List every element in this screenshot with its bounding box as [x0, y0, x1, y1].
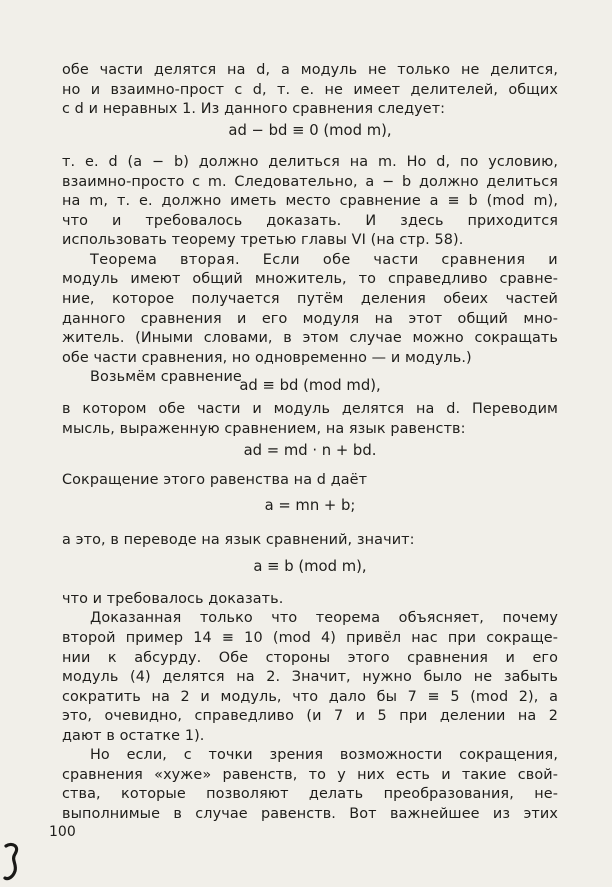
text-line: что и требовалось доказать. И здесь приходится	[62, 213, 558, 229]
text-line: модуль (4) делятся на 2. Значит, нужно было не забыть	[62, 669, 558, 685]
text-line: использовать теорему третью главы VI (на стр. 58).	[62, 232, 464, 248]
text-line: Доказанная только что теорема объясняет, почему	[90, 610, 558, 626]
text-line: на m, т. е. должно иметь место сравнение a ≡ b (mod m),	[62, 193, 558, 209]
text-line: это, очевидно, справедливо (и 7 и 5 при делении на 2	[62, 708, 558, 724]
ink-mark-icon	[2, 840, 22, 882]
text-line: Но если, с точки зрения возможности сокращения,	[90, 747, 558, 763]
text-line: Сокращение этого равенства на d даёт	[62, 472, 368, 488]
text-line: сократить на 2 и модуль, что дало бы 7 ≡ 5 (mod 2), а	[62, 689, 558, 705]
formula: ad = md · n + bd.	[243, 442, 377, 459]
text-line: взаимно-просто с m. Следовательно, a − b должно делиться	[62, 174, 558, 190]
text-line: т. е. d (a − b) должно делиться на m. Но d, по условию,	[62, 154, 558, 170]
formula: ad − bd ≡ 0 (mod m),	[228, 122, 392, 139]
text-line: а это, в переводе на язык сравнений, значит:	[62, 532, 415, 548]
text-line: с d и неравных 1. Из данного сравнения следует:	[62, 101, 446, 117]
text-line: Возьмём сравнение	[90, 369, 242, 385]
formula: ad ≡ bd (mod md),	[239, 377, 381, 394]
text-line: сравнения «хуже» равенств, то у них есть и такие свой-	[62, 767, 558, 783]
text-line: житель. (Иными словами, в этом случае можно сокращать	[62, 330, 558, 346]
text-line: модуль имеют общий множитель, то справедливо сравне-	[62, 271, 558, 287]
text-line: второй пример 14 ≡ 10 (mod 4) привёл нас при сокраще-	[62, 630, 558, 646]
text-line: обе части делятся на d, а модуль не только не делится,	[62, 62, 558, 78]
text-line: что и требовалось доказать.	[62, 591, 284, 607]
text-line: нии к абсурду. Обе стороны этого сравнения и его	[62, 650, 558, 666]
text-line: в котором обе части и модуль делятся на d. Переводим	[62, 401, 558, 417]
theorem-heading-line: Теорема вторая. Если обе части сравнения и	[90, 252, 558, 268]
text-line: дают в остатке 1).	[62, 728, 205, 744]
text-line: ства, которые позволяют делать преобразования, не-	[62, 786, 558, 802]
text-line: обе части сравнения, но одновременно — и модуль.)	[62, 350, 472, 366]
text-line: выполнимые в случае равенств. Вот важнейшее из этих	[62, 806, 558, 822]
formula: a ≡ b (mod m),	[253, 558, 367, 575]
text-line: но и взаимно-прост с d, т. е. не имеет делителей, общих	[62, 82, 558, 98]
formula: a = mn + b;	[264, 497, 356, 514]
page-number: 100	[49, 824, 76, 840]
text-line: мысль, выраженную сравнением, на язык равенств:	[62, 421, 466, 437]
text-line: ние, которое получается путём деления обеих частей	[62, 291, 558, 307]
text-line: данного сравнения и его модуля на этот общий мно-	[62, 311, 558, 327]
